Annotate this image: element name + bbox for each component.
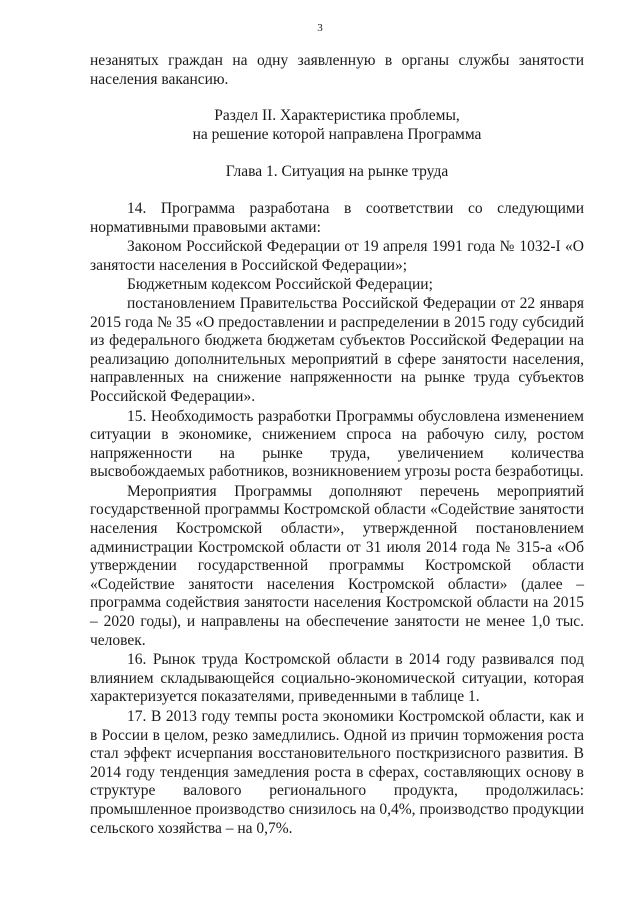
chapter-heading: Глава 1. Ситуация на рынке труда — [225, 163, 449, 181]
paragraph-17: 17. В 2013 году темпы роста экономики Костромской области, как и в России в целом, резко замедлились. Одной из причин торможения роста стал эффект исчерпания восстановительного посткризисного развития. В 2014 году тенденция замедления роста в сферах, составляющих основу в структуре валового регионального продукта, продолжилась: промышленное производство снизилось на 0,4%, производство продукции сельского хозяйства – на 0,7%. — [90, 708, 584, 837]
paragraph-budget-code: Бюджетным кодексом Российской Федерации; — [127, 276, 433, 294]
document-body — [90, 52, 584, 838]
page-number: 3 — [317, 22, 323, 34]
section-heading-line-1: Раздел II. Характеристика проблемы, — [214, 107, 460, 125]
paragraph-16: 16. Рынок труда Костромской области в 2014 году развивался под влиянием складывающейся социально-экономической ситуации, которая характеризуется показателями, приведенными в таблице 1. — [90, 651, 584, 706]
paragraph-law-employment: Законом Российской Федерации от 19 апреля 1991 года № 1032-I «О занятости населения в Российской Федерации»; — [90, 238, 584, 274]
paragraph-program-measures: Мероприятия Программы дополняют перечень мероприятий государственной программы Костромской области «Содействие занятости населения Костромской области», утвержденной постановлением администрации Костромской области от 31 июля 2014 года № 315-а «Об утверждении государственной программы Костромской области «Содействие занятости населения Костромской области» (далее – программа содействия занятости населения Костромской области на 2015 – 2020 годы), и направлены на обеспечение занятости не менее 1,0 тыс. человек. — [90, 482, 584, 649]
intro-continuation-paragraph: незанятых граждан на одну заявленную в органы службы занятости населения вакансию. — [90, 52, 584, 88]
section-heading — [90, 107, 584, 144]
paragraph-14: 14. Программа разработана в соответствии со следующими нормативными правовыми актами: — [90, 199, 584, 236]
paragraph-15: 15. Необходимость разработки Программы обусловлена изменением ситуации в экономике, снижением спроса на рабочую силу, ростом напряженности на рынке труда, увеличением количества высвобождаемых работников, возникновением угрозы роста безработицы. — [90, 407, 584, 481]
section-heading-line-2: на решение которой направлена Программа — [192, 125, 482, 143]
paragraph-government-resolution: постановлением Правительства Российской Федерации от 22 января 2015 года № 35 «О предоставлении и распределении в 2015 году субсидий из федерального бюджета бюджетам субъектов Российской Федерации на реализацию дополнительных мероприятий в сфере занятости населения, направленных на снижение напряженности на рынке труда субъектов Российской Федерации». — [90, 294, 584, 405]
